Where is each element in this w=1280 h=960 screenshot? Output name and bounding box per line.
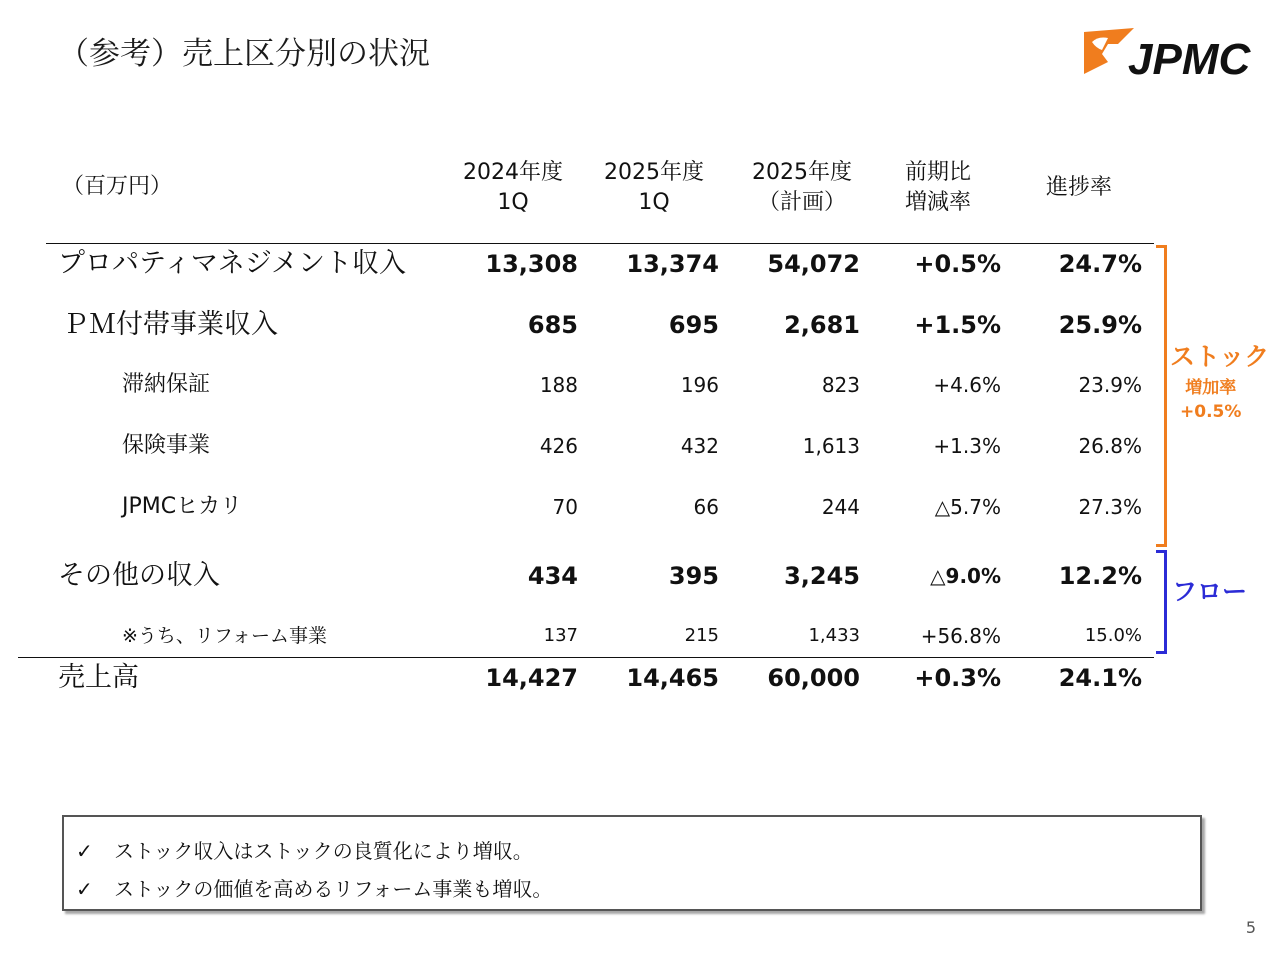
cell-2025-plan: 2,681 [784,311,860,339]
note-item [76,873,552,902]
cell-2025-plan: 60,000 [767,664,860,692]
cell-progress-rate: 15.0% [1084,625,1142,646]
cell-yoy-change: +4.6% [933,373,1001,397]
checkmark-icon: ✓ [76,877,93,901]
cell-2025-1q: 432 [680,434,719,458]
unit-label: （百万円） [62,174,173,199]
row-label: ＰＭ付帯事業収入 [62,309,278,340]
cell-yoy-change: +1.5% [914,311,1001,339]
notes-box [62,815,1202,911]
cell-2024-1q: 13,308 [485,250,578,278]
page-number: 5 [1245,918,1256,937]
cell-2025-plan: 823 [821,373,860,397]
page-title: （参考）売上区分別の状況 [58,36,430,72]
row-label: 滞納保証 [122,372,211,397]
cell-2025-1q: 196 [680,373,719,397]
stock-label: ストック [1170,342,1270,371]
stock-rate-value: +0.5% [1180,402,1242,422]
cell-2025-1q: 14,465 [626,664,719,692]
note-text: ストック収入はストックの良質化により増収。 [114,839,533,863]
cell-yoy-change: △9.0% [930,564,1001,588]
cell-2025-1q: 395 [668,562,719,590]
cell-progress-rate: 25.9% [1058,311,1142,339]
row-label: 売上高 [58,662,139,693]
cell-yoy-change: +1.3% [933,434,1001,458]
cell-2024-1q: 426 [539,434,578,458]
svg-text:JPMC: JPMC [1128,35,1251,80]
jpmc-logo [1078,24,1258,80]
row-label: プロパティマネジメント収入 [58,248,407,279]
stock-bracket [1156,245,1167,547]
row-label: JPMCヒカリ [122,494,243,519]
table-row [0,305,1280,345]
cell-yoy-change: +0.5% [914,250,1001,278]
cell-2025-plan: 244 [821,495,860,519]
cell-2024-1q: 685 [527,311,578,339]
cell-progress-rate: 12.2% [1058,562,1142,590]
cell-progress-rate: 24.7% [1058,250,1142,278]
cell-yoy-change: +56.8% [920,624,1001,648]
cell-progress-rate: 27.3% [1078,495,1142,519]
cell-2025-1q: 695 [668,311,719,339]
table-row [0,426,1280,466]
table-row [0,487,1280,527]
header-2024-1q: 2024年度 1Q [463,160,563,215]
note-item [76,835,533,864]
cell-2024-1q: 137 [543,625,578,646]
cell-progress-rate: 26.8% [1078,434,1142,458]
header-yoy-change: 前期比 増減率 [905,160,972,215]
cell-2025-1q: 13,374 [626,250,719,278]
flow-label: フロー [1172,577,1248,606]
cell-2025-plan: 3,245 [784,562,860,590]
cell-yoy-change: +0.3% [914,664,1001,692]
cell-2025-plan: 54,072 [767,250,860,278]
table-row-total [0,658,1280,698]
table-row [0,365,1280,405]
cell-2024-1q: 188 [539,373,578,397]
header-2025-plan: 2025年度 （計画） [752,160,852,215]
cell-progress-rate: 23.9% [1078,373,1142,397]
cell-2024-1q: 14,427 [485,664,578,692]
cell-2025-1q: 66 [693,495,719,519]
table-row [0,244,1280,284]
row-label: ※うち、リフォーム事業 [122,625,327,647]
row-label: その他の収入 [58,560,220,591]
cell-2025-plan: 1,613 [802,434,860,458]
cell-progress-rate: 24.1% [1058,664,1142,692]
header-progress-rate: 進捗率 [1046,175,1113,200]
table-row [0,556,1280,596]
stock-increase-rate [1180,376,1241,424]
cell-yoy-change: △5.7% [934,495,1001,519]
stock-rate-label: 増加率 [1185,378,1237,398]
header-2025-1q: 2025年度 1Q [604,160,704,215]
checkmark-icon: ✓ [76,839,93,863]
flow-bracket [1156,550,1167,654]
cell-2025-1q: 215 [684,625,719,646]
row-label: 保険事業 [122,433,211,458]
cell-2024-1q: 434 [527,562,578,590]
cell-2025-plan: 1,433 [808,625,860,646]
cell-2024-1q: 70 [552,495,578,519]
table-row [0,616,1280,656]
note-text: ストックの価値を高めるリフォーム事業も増収。 [114,877,553,901]
